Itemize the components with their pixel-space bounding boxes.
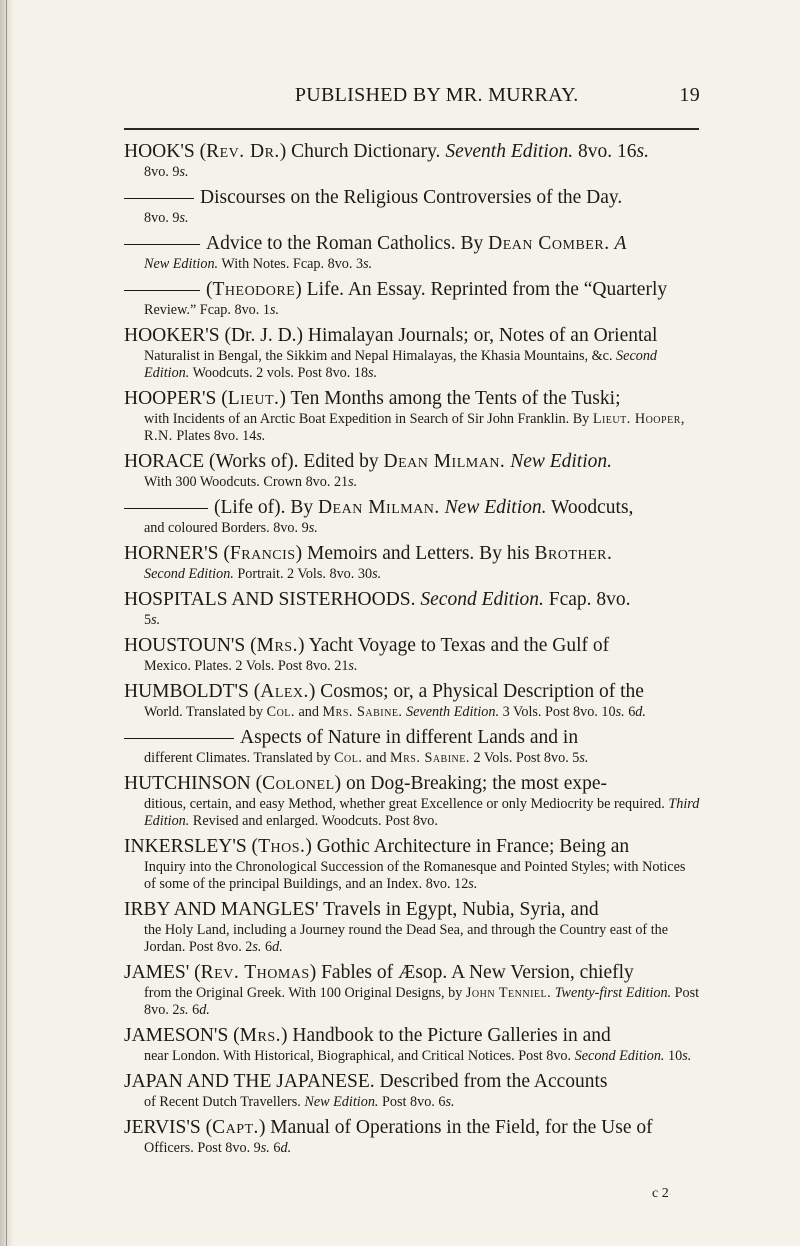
entry-details: Mexico. Plates. 2 Vols. Post 8vo. 21s.: [144, 658, 358, 674]
italic-text: Second Edition.: [420, 589, 544, 610]
italic-text: s.: [468, 876, 478, 892]
catalogue-entry: [124, 387, 700, 445]
entry-heading: HORNER'S (Francis) Memoirs and Letters. By his Brother.: [124, 543, 613, 564]
catalogue-entry: [124, 772, 700, 830]
italic-text: s.: [151, 612, 161, 628]
small-caps-text: Col.: [334, 750, 363, 766]
small-caps-text: Rev. Thomas: [200, 962, 310, 983]
catalogue-entry: [124, 634, 700, 675]
entry-details: 8vo. 9s.: [144, 210, 189, 226]
small-caps-text: Brother.: [534, 543, 613, 564]
italic-text: s.: [308, 520, 318, 536]
small-caps-text: Colonel: [262, 773, 335, 794]
ditto-dash: [124, 290, 200, 291]
catalogue-entry: [124, 542, 700, 583]
entry-details: New Edition. With Notes. Fcap. 8vo. 3s.: [144, 256, 373, 272]
catalogue-entry: [124, 140, 700, 181]
catalogue-entry: [124, 726, 700, 767]
italic-text: s.: [579, 750, 589, 766]
header-title: PUBLISHED BY MR. MURRAY.: [294, 84, 579, 106]
entry-details: ditious, certain, and easy Method, whether great Excellence or only Mediocrity be required. Third Edition. Revised and enlarged. Woodcuts. Post 8vo.: [144, 796, 700, 829]
small-caps-text: Alex.: [260, 681, 309, 702]
catalogue-entry: [124, 450, 700, 491]
italic-text: s.: [260, 1140, 270, 1156]
signature-mark: c 2: [652, 1186, 669, 1201]
header-rule: [124, 128, 699, 130]
italic-text: d.: [635, 704, 646, 720]
italic-text: s.: [179, 210, 189, 226]
catalogue-entry: [124, 680, 700, 721]
entry-heading: JERVIS'S (Capt.) Manual of Operations in the Field, for the Use of: [124, 1117, 653, 1138]
entry-heading: Advice to the Roman Catholics. By Dean Comber. A: [124, 232, 700, 256]
italic-text: New Edition.: [444, 497, 547, 518]
italic-text: Second Edition.: [144, 566, 234, 582]
entry-heading: Aspects of Nature in different Lands and in: [124, 726, 700, 750]
entry-heading: HORACE (Works of). Edited by Dean Milman. New Edition.: [124, 451, 613, 472]
italic-text: s.: [348, 658, 358, 674]
binding-edge: [6, 0, 7, 1246]
entry-details: 8vo. 9s.: [144, 164, 189, 180]
catalogue-entry: [124, 324, 700, 382]
entry-heading: Discourses on the Religious Controversies of the Day.: [124, 186, 700, 210]
ditto-dash: [124, 738, 234, 739]
entry-details: near London. With Historical, Biographical, and Critical Notices. Post 8vo. Second Edition. 10s.: [144, 1048, 692, 1064]
small-caps-text: Rev. Dr.: [206, 141, 280, 162]
italic-text: s.: [615, 704, 625, 720]
ditto-dash: [124, 244, 200, 245]
page-number: 19: [679, 84, 700, 106]
entry-details: Inquiry into the Chronological Succession of the Romanesque and Pointed Styles; with Notices of some of the principal Buildings, and an Index. 8vo. 12s.: [144, 859, 686, 892]
entry-heading: JAPAN AND THE JAPANESE. Described from the Accounts: [124, 1071, 608, 1092]
catalogue-entry: [124, 1116, 700, 1157]
catalogue-entry: [124, 898, 700, 956]
italic-text: s.: [636, 141, 649, 162]
italic-text: s.: [348, 474, 358, 490]
entry-heading: IRBY AND MANGLES' Travels in Egypt, Nubia, Syria, and: [124, 899, 599, 920]
small-caps-text: Mrs.: [256, 635, 298, 656]
italic-text: d.: [199, 1002, 210, 1018]
italic-text: Twenty-first Edition.: [554, 985, 672, 1001]
small-caps-text: Capt.: [212, 1117, 259, 1138]
catalogue-entry: [124, 496, 700, 537]
entry-details: and coloured Borders. 8vo. 9s.: [144, 520, 318, 536]
small-caps-text: Col.: [266, 704, 295, 720]
small-caps-text: Dean Comber.: [488, 233, 610, 254]
small-caps-text: Francis: [229, 543, 296, 564]
catalogue-entry: [124, 232, 700, 273]
small-caps-text: Mrs. Sabine.: [390, 750, 470, 766]
italic-text: d.: [280, 1140, 292, 1156]
entry-details: different Climates. Translated by Col. and Mrs. Sabine. 2 Vols. Post 8vo. 5s.: [144, 750, 589, 766]
italic-text: s.: [252, 939, 262, 955]
italic-text: Seventh Edition.: [406, 704, 500, 720]
italic-text: s.: [256, 428, 266, 444]
entry-details: with Incidents of an Arctic Boat Expedition in Search of Sir John Franklin. By Lieut. Hooper, R.N. Plates 8vo. 14s.: [144, 411, 685, 444]
entry-heading: HUMBOLDT'S (Alex.) Cosmos; or, a Physical Description of the: [124, 681, 644, 702]
italic-text: s.: [363, 256, 373, 272]
entry-heading: JAMESON'S (Mrs.) Handbook to the Picture Galleries in and: [124, 1025, 611, 1046]
entry-heading: HOOPER'S (Lieut.) Ten Months among the Tents of the Tuski;: [124, 388, 621, 409]
entry-heading: HUTCHINSON (Colonel) on Dog-Breaking; the most expe-: [124, 773, 608, 794]
entry-heading: HOOK'S (Rev. Dr.) Church Dictionary. Seventh Edition. 8vo. 16s.: [124, 141, 649, 162]
italic-text: Second Edition.: [574, 1048, 665, 1064]
entry-details: of Recent Dutch Travellers. New Edition. Post 8vo. 6s.: [144, 1094, 455, 1110]
entry-details: World. Translated by Col. and Mrs. Sabine. Seventh Edition. 3 Vols. Post 8vo. 10s. 6d.: [144, 704, 646, 720]
small-caps-text: Thos.: [258, 836, 306, 857]
catalogue-entry: [124, 1070, 700, 1111]
entry-heading: HOSPITALS AND SISTERHOODS. Second Edition. Fcap. 8vo.: [124, 589, 631, 610]
small-caps-text: Dean Milman.: [317, 497, 440, 518]
page-binding: [0, 0, 14, 1246]
italic-text: s.: [445, 1094, 455, 1110]
catalogue-entry: [124, 588, 700, 629]
entry-details: Naturalist in Bengal, the Sikkim and Nepal Himalayas, the Khasia Mountains, &c. Second Edition. Woodcuts. 2 vols. Post 8vo. 18s.: [144, 348, 658, 381]
italic-text: d.: [272, 939, 283, 955]
italic-text: A: [614, 233, 627, 254]
small-caps-text: Dean Milman.: [383, 451, 506, 472]
entry-heading: (Theodore) Life. An Essay. Reprinted from the “Quarterly: [124, 278, 700, 302]
catalogue-entry: [124, 186, 700, 227]
small-caps-text: Lieut.: [227, 388, 280, 409]
entry-heading: (Life of). By Dean Milman. New Edition. Woodcuts,: [124, 496, 700, 520]
entry-heading: HOUSTOUN'S (Mrs.) Yacht Voyage to Texas and the Gulf of: [124, 635, 610, 656]
ditto-dash: [124, 198, 194, 199]
small-caps-text: Theodore: [212, 279, 296, 300]
entry-heading: INKERSLEY'S (Thos.) Gothic Architecture in France; Being an: [124, 836, 630, 857]
catalogue-entry: [124, 1024, 700, 1065]
italic-text: New Edition.: [304, 1094, 379, 1110]
entry-details: the Holy Land, including a Journey round the Dead Sea, and through the Country east of the Jordan. Post 8vo. 2s. 6d.: [144, 922, 669, 955]
catalogue-entry: [124, 961, 700, 1019]
catalogue-entry: [124, 835, 700, 893]
entry-details: Second Edition. Portrait. 2 Vols. 8vo. 30s.: [144, 566, 382, 582]
catalogue-entry: [124, 278, 700, 319]
italic-text: s.: [682, 1048, 692, 1064]
italic-text: Second Edition.: [144, 348, 658, 381]
running-header: [124, 84, 700, 107]
small-caps-text: Mrs. Sabine.: [322, 704, 403, 720]
entry-details: from the Original Greek. With 100 Original Designs, by John Tenniel. Twenty-first Edition. Post 8vo. 2s. 6d.: [144, 985, 700, 1018]
italic-text: s.: [179, 164, 189, 180]
italic-text: s.: [269, 302, 280, 318]
small-caps-text: John Tenniel.: [465, 985, 552, 1001]
italic-text: s.: [368, 365, 378, 381]
italic-text: New Edition.: [510, 451, 613, 472]
entry-details: Review.” Fcap. 8vo. 1s.: [144, 302, 280, 318]
entry-details: Officers. Post 8vo. 9s. 6d.: [144, 1140, 292, 1156]
small-caps-text: Lieut. Hooper, R.N.: [144, 411, 685, 444]
ditto-dash: [124, 508, 208, 509]
italic-text: s.: [179, 1002, 189, 1018]
italic-text: s.: [372, 566, 382, 582]
italic-text: Third Edition.: [144, 796, 700, 829]
italic-text: Seventh Edition.: [445, 141, 574, 162]
entry-details: 5s.: [144, 612, 161, 628]
italic-text: New Edition.: [144, 256, 219, 272]
entry-heading: HOOKER'S (Dr. J. D.) Himalayan Journals; or, Notes of an Oriental: [124, 325, 658, 346]
small-caps-text: Mrs.: [239, 1025, 282, 1046]
catalogue-entries: [124, 140, 700, 1162]
entry-heading: JAMES' (Rev. Thomas) Fables of Æsop. A New Version, chiefly: [124, 962, 634, 983]
entry-details: With 300 Woodcuts. Crown 8vo. 21s.: [144, 474, 358, 490]
